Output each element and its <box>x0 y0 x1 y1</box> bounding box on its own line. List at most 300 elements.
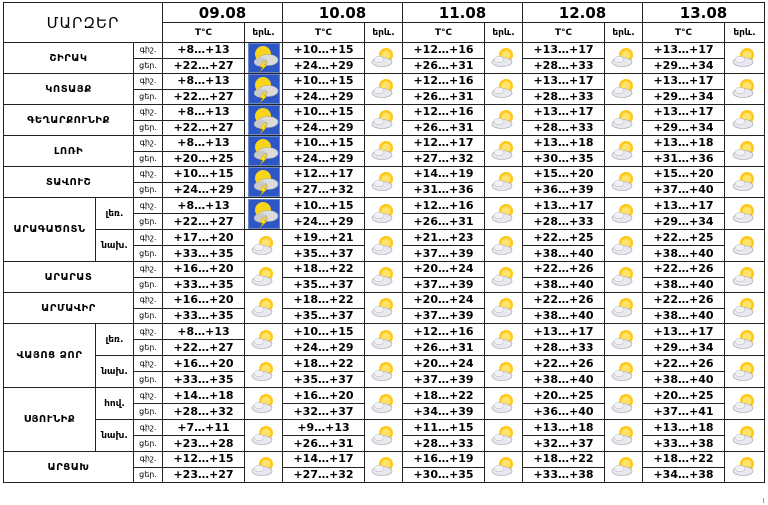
night-temperature: +22…+26 <box>643 293 725 309</box>
day-temperature: +37…+39 <box>403 277 485 293</box>
sun-cloud-icon <box>731 139 759 163</box>
weather-icon-cell <box>485 105 523 136</box>
weather-icon-cell <box>605 230 643 262</box>
regions-header: ՄԱՐԶԵՐ <box>4 3 163 43</box>
day-temperature: +24…+29 <box>283 151 365 167</box>
sun-cloud-icon <box>250 360 278 384</box>
night-temperature: +16…+19 <box>403 452 485 468</box>
sun-cloud-icon <box>370 296 398 320</box>
weather-icon-cell <box>365 198 403 230</box>
header-dates-row <box>4 3 765 23</box>
weather-icon-cell <box>725 388 765 420</box>
sun-cloud-icon <box>731 328 759 352</box>
weather-icon-cell <box>605 420 643 452</box>
forecast-row-day <box>4 105 765 121</box>
day-temperature: +35…+37 <box>283 308 365 324</box>
day-temperature: +26…+31 <box>403 89 485 105</box>
day-temperature: +28…+33 <box>403 436 485 452</box>
weather-icon-cell <box>365 230 403 262</box>
day-temperature: +22…+27 <box>163 340 245 356</box>
night-temperature: +19…+21 <box>283 230 365 246</box>
weather-icon-cell <box>365 74 403 105</box>
day-temperature: +24…+29 <box>283 340 365 356</box>
sun-cloud-icon <box>370 265 398 289</box>
weather-header: երև. <box>605 23 643 43</box>
forecast-table <box>3 2 765 483</box>
weather-icon-cell <box>725 74 765 105</box>
weather-header: երև. <box>245 23 283 43</box>
sun-cloud-icon <box>731 108 759 132</box>
day-temperature: +24…+29 <box>283 58 365 74</box>
night-temperature: +13…+17 <box>643 105 725 121</box>
sun-cloud-icon <box>370 139 398 163</box>
sun-cloud-storm-icon <box>248 105 280 135</box>
weather-header: երև. <box>485 23 523 43</box>
sun-cloud-icon <box>490 46 518 70</box>
night-temperature: +8…+13 <box>163 324 245 340</box>
subregion-label: լեռ. <box>96 198 134 230</box>
night-temperature: +14…+17 <box>283 452 365 468</box>
day-temperature: +28…+33 <box>523 58 605 74</box>
weather-icon-cell <box>365 43 403 74</box>
day-temperature: +37…+39 <box>403 308 485 324</box>
sun-cloud-icon <box>250 296 278 320</box>
sun-cloud-storm-icon <box>248 136 280 166</box>
night-temperature: +18…+22 <box>283 262 365 278</box>
weather-icon-cell <box>605 293 643 324</box>
day-temperature: +37…+39 <box>403 246 485 262</box>
temperature-header: T°C <box>283 23 365 43</box>
sun-cloud-icon <box>490 328 518 352</box>
sun-cloud-icon <box>490 108 518 132</box>
sun-cloud-icon <box>610 139 638 163</box>
sun-cloud-icon <box>250 328 278 352</box>
day-temperature: +35…+37 <box>283 246 365 262</box>
subregion-label: նախ. <box>96 356 134 388</box>
weather-icon-cell <box>485 452 523 483</box>
period-night-label: գիշ. <box>134 230 163 246</box>
period-night-label: գիշ. <box>134 105 163 121</box>
day-temperature: +31…+36 <box>403 182 485 198</box>
day-temperature: +37…+40 <box>643 182 725 198</box>
weather-icon-cell <box>485 262 523 293</box>
weather-icon-cell <box>605 43 643 74</box>
night-temperature: +13…+17 <box>523 105 605 121</box>
weather-icon-cell <box>725 230 765 262</box>
night-temperature: +18…+22 <box>643 452 725 468</box>
day-temperature: +28…+32 <box>163 404 245 420</box>
region-name: ՍՅՈՒՆԻՔ <box>4 388 96 452</box>
region-name: ՏԱՎՈՒՇ <box>4 167 134 198</box>
weather-icon-cell <box>245 356 283 388</box>
weather-icon-cell <box>245 136 283 167</box>
sun-cloud-storm-icon <box>248 43 280 73</box>
sun-cloud-icon <box>610 77 638 101</box>
night-temperature: +16…+20 <box>163 356 245 372</box>
sun-cloud-icon <box>610 392 638 416</box>
period-day-label: ցեր. <box>134 89 163 105</box>
temperature-header: T°C <box>163 23 245 43</box>
night-temperature: +12…+17 <box>283 167 365 183</box>
day-temperature: +38…+40 <box>523 308 605 324</box>
weather-icon-cell <box>605 105 643 136</box>
day-temperature: +33…+35 <box>163 277 245 293</box>
weather-icon-cell <box>725 324 765 356</box>
weather-icon-cell <box>725 420 765 452</box>
sun-cloud-icon <box>490 170 518 194</box>
night-temperature: +22…+26 <box>523 262 605 278</box>
night-temperature: +9…+13 <box>283 420 365 436</box>
day-temperature: +20…+25 <box>163 151 245 167</box>
day-temperature: +24…+29 <box>163 182 245 198</box>
sun-cloud-icon <box>610 234 638 258</box>
night-temperature: +13…+17 <box>643 43 725 59</box>
night-temperature: +20…+24 <box>403 262 485 278</box>
weather-icon-cell <box>725 167 765 198</box>
period-night-label: գիշ. <box>134 136 163 152</box>
subregion-label: հով. <box>96 388 134 420</box>
day-temperature: +29…+34 <box>643 58 725 74</box>
night-temperature: +8…+13 <box>163 136 245 152</box>
day-temperature: +34…+38 <box>643 467 725 483</box>
day-temperature: +29…+34 <box>643 340 725 356</box>
sun-cloud-icon <box>731 455 759 479</box>
night-temperature: +20…+24 <box>403 356 485 372</box>
period-day-label: ցեր. <box>134 151 163 167</box>
day-temperature: +38…+40 <box>643 277 725 293</box>
region-name: ԱՐԱԳԱԾՈՏՆ <box>4 198 96 262</box>
weather-icon-cell <box>485 136 523 167</box>
sun-cloud-storm-icon <box>248 167 280 197</box>
sun-cloud-icon <box>370 170 398 194</box>
period-day-label: ցեր. <box>134 467 163 483</box>
weather-icon-cell <box>605 324 643 356</box>
sun-cloud-icon <box>490 234 518 258</box>
night-temperature: +20…+25 <box>523 388 605 404</box>
day-temperature: +36…+39 <box>523 182 605 198</box>
sun-cloud-icon <box>610 328 638 352</box>
day-temperature: +32…+37 <box>283 404 365 420</box>
night-temperature: +13…+18 <box>523 136 605 152</box>
period-day-label: ցեր. <box>134 436 163 452</box>
night-temperature: +13…+17 <box>523 198 605 214</box>
weather-icon-cell <box>365 262 403 293</box>
weather-icon-cell <box>485 324 523 356</box>
sun-cloud-storm-icon <box>248 74 280 104</box>
weather-icon-cell <box>245 105 283 136</box>
day-temperature: +26…+31 <box>403 120 485 136</box>
day-temperature: +26…+31 <box>403 58 485 74</box>
weather-icon-cell <box>485 388 523 420</box>
period-day-label: ցեր. <box>134 120 163 136</box>
sun-cloud-icon <box>731 46 759 70</box>
weather-header: երև. <box>365 23 403 43</box>
sun-cloud-icon <box>490 360 518 384</box>
weather-icon-cell <box>245 43 283 74</box>
period-night-label: գիշ. <box>134 452 163 468</box>
day-temperature: +26…+31 <box>283 436 365 452</box>
day-temperature: +24…+29 <box>283 89 365 105</box>
night-temperature: +14…+19 <box>403 167 485 183</box>
forecast-row-day <box>4 262 765 278</box>
date-header: 10.08 <box>283 3 403 23</box>
page-corner-mark <box>763 498 767 503</box>
forecast-row-day <box>4 198 765 214</box>
weather-icon-cell <box>365 136 403 167</box>
night-temperature: +13…+18 <box>643 420 725 436</box>
sun-cloud-icon <box>610 265 638 289</box>
day-temperature: +28…+33 <box>523 340 605 356</box>
weather-icon-cell <box>245 74 283 105</box>
weather-icon-cell <box>245 198 283 230</box>
period-day-label: ցեր. <box>134 58 163 74</box>
day-temperature: +29…+34 <box>643 89 725 105</box>
day-temperature: +33…+35 <box>163 246 245 262</box>
weather-icon-cell <box>245 262 283 293</box>
day-temperature: +33…+35 <box>163 372 245 388</box>
day-temperature: +27…+32 <box>283 182 365 198</box>
night-temperature: +18…+22 <box>283 293 365 309</box>
sun-cloud-icon <box>490 139 518 163</box>
day-temperature: +28…+33 <box>523 214 605 230</box>
night-temperature: +10…+15 <box>283 74 365 90</box>
day-temperature: +32…+37 <box>523 436 605 452</box>
day-temperature: +28…+33 <box>523 89 605 105</box>
night-temperature: +11…+15 <box>403 420 485 436</box>
night-temperature: +12…+16 <box>403 198 485 214</box>
weather-icon-cell <box>725 293 765 324</box>
period-night-label: գիշ. <box>134 388 163 404</box>
sun-cloud-icon <box>490 77 518 101</box>
night-temperature: +8…+13 <box>163 43 245 59</box>
day-temperature: +26…+31 <box>403 340 485 356</box>
sun-cloud-icon <box>731 202 759 226</box>
sun-cloud-icon <box>731 170 759 194</box>
date-header: 11.08 <box>403 3 523 23</box>
weather-icon-cell <box>365 420 403 452</box>
night-temperature: +21…+23 <box>403 230 485 246</box>
day-temperature: +38…+40 <box>523 246 605 262</box>
night-temperature: +14…+18 <box>163 388 245 404</box>
weather-icon-cell <box>485 293 523 324</box>
day-temperature: +27…+32 <box>403 151 485 167</box>
night-temperature: +22…+26 <box>523 356 605 372</box>
day-temperature: +38…+40 <box>523 372 605 388</box>
night-temperature: +7…+11 <box>163 420 245 436</box>
night-temperature: +17…+20 <box>163 230 245 246</box>
weather-icon-cell <box>365 105 403 136</box>
period-day-label: ցեր. <box>134 404 163 420</box>
day-temperature: +33…+38 <box>523 467 605 483</box>
period-night-label: գիշ. <box>134 324 163 340</box>
day-temperature: +30…+35 <box>523 151 605 167</box>
night-temperature: +22…+25 <box>523 230 605 246</box>
weather-icon-cell <box>725 262 765 293</box>
period-night-label: գիշ. <box>134 420 163 436</box>
forecast-row-day <box>4 420 765 436</box>
region-name: ԼՈՌԻ <box>4 136 134 167</box>
night-temperature: +10…+15 <box>283 324 365 340</box>
day-temperature: +22…+27 <box>163 58 245 74</box>
day-temperature: +29…+34 <box>643 120 725 136</box>
date-header: 09.08 <box>163 3 283 23</box>
sun-cloud-icon <box>610 424 638 448</box>
forecast-body <box>4 43 765 483</box>
night-temperature: +13…+17 <box>643 74 725 90</box>
temperature-header: T°C <box>403 23 485 43</box>
subregion-label: նախ. <box>96 230 134 262</box>
weather-icon-cell <box>365 324 403 356</box>
weather-icon-cell <box>245 167 283 198</box>
period-day-label: ցեր. <box>134 214 163 230</box>
weather-icon-cell <box>725 43 765 74</box>
date-header: 13.08 <box>643 3 765 23</box>
forecast-row-day <box>4 388 765 404</box>
night-temperature: +13…+18 <box>523 420 605 436</box>
night-temperature: +12…+15 <box>163 452 245 468</box>
region-name: ԱՐՑԱԽ <box>4 452 134 483</box>
day-temperature: +24…+29 <box>283 214 365 230</box>
region-name: ԳԵՂԱՐՔՈՒՆԻՔ <box>4 105 134 136</box>
weather-icon-cell <box>605 452 643 483</box>
night-temperature: +22…+26 <box>523 293 605 309</box>
subregion-label: նախ. <box>96 420 134 452</box>
weather-icon-cell <box>485 230 523 262</box>
period-night-label: գիշ. <box>134 198 163 214</box>
night-temperature: +12…+16 <box>403 74 485 90</box>
day-temperature: +30…+35 <box>403 467 485 483</box>
day-temperature: +33…+35 <box>163 308 245 324</box>
night-temperature: +13…+17 <box>523 74 605 90</box>
night-temperature: +16…+20 <box>163 293 245 309</box>
date-header: 12.08 <box>523 3 643 23</box>
day-temperature: +22…+27 <box>163 120 245 136</box>
weather-icon-cell <box>365 356 403 388</box>
weather-icon-cell <box>725 356 765 388</box>
period-night-label: գիշ. <box>134 74 163 90</box>
day-temperature: +38…+40 <box>643 308 725 324</box>
night-temperature: +8…+13 <box>163 74 245 90</box>
sun-cloud-icon <box>370 328 398 352</box>
night-temperature: +22…+26 <box>643 262 725 278</box>
weather-icon-cell <box>485 198 523 230</box>
day-temperature: +38…+40 <box>523 277 605 293</box>
night-temperature: +10…+15 <box>283 198 365 214</box>
night-temperature: +12…+16 <box>403 43 485 59</box>
weather-icon-cell <box>605 388 643 420</box>
weather-icon-cell <box>365 388 403 420</box>
weather-icon-cell <box>245 324 283 356</box>
period-day-label: ցեր. <box>134 277 163 293</box>
sun-cloud-icon <box>610 46 638 70</box>
weather-icon-cell <box>485 356 523 388</box>
sun-cloud-storm-icon <box>248 199 280 229</box>
region-name: ԱՐԱՐԱՏ <box>4 262 134 293</box>
weather-icon-cell <box>365 293 403 324</box>
night-temperature: +12…+16 <box>403 105 485 121</box>
sun-cloud-icon <box>731 265 759 289</box>
sun-cloud-icon <box>731 424 759 448</box>
night-temperature: +20…+24 <box>403 293 485 309</box>
region-name: ՎԱՅՈՑ ՁՈՐ <box>4 324 96 388</box>
sun-cloud-icon <box>490 202 518 226</box>
night-temperature: +22…+26 <box>643 356 725 372</box>
night-temperature: +16…+20 <box>283 388 365 404</box>
period-night-label: գիշ. <box>134 167 163 183</box>
period-day-label: ցեր. <box>134 372 163 388</box>
forecast-row-day <box>4 230 765 246</box>
temperature-header: T°C <box>643 23 725 43</box>
day-temperature: +22…+27 <box>163 89 245 105</box>
forecast-row-day <box>4 293 765 309</box>
day-temperature: +36…+40 <box>523 404 605 420</box>
region-name: ԿՈՏԱՅՔ <box>4 74 134 105</box>
sun-cloud-icon <box>610 296 638 320</box>
night-temperature: +20…+25 <box>643 388 725 404</box>
sun-cloud-icon <box>610 455 638 479</box>
sun-cloud-icon <box>370 424 398 448</box>
day-temperature: +35…+37 <box>283 372 365 388</box>
period-night-label: գիշ. <box>134 356 163 372</box>
weather-icon-cell <box>725 452 765 483</box>
sun-cloud-icon <box>610 170 638 194</box>
weather-icon-cell <box>725 198 765 230</box>
night-temperature: +10…+15 <box>163 167 245 183</box>
weather-icon-cell <box>605 262 643 293</box>
weather-icon-cell <box>605 136 643 167</box>
day-temperature: +34…+39 <box>403 404 485 420</box>
period-day-label: ցեր. <box>134 308 163 324</box>
sun-cloud-icon <box>731 296 759 320</box>
forecast-row-day <box>4 43 765 59</box>
night-temperature: +13…+17 <box>523 324 605 340</box>
period-night-label: գիշ. <box>134 262 163 278</box>
sun-cloud-icon <box>370 46 398 70</box>
sun-cloud-icon <box>250 424 278 448</box>
region-name: ԱՐՄԱՎԻՐ <box>4 293 134 324</box>
day-temperature: +37…+39 <box>403 372 485 388</box>
day-temperature: +37…+41 <box>643 404 725 420</box>
weather-icon-cell <box>605 167 643 198</box>
night-temperature: +18…+22 <box>403 388 485 404</box>
sun-cloud-icon <box>490 265 518 289</box>
sun-cloud-icon <box>731 392 759 416</box>
sun-cloud-icon <box>250 265 278 289</box>
forecast-row-day <box>4 74 765 90</box>
weather-icon-cell <box>725 105 765 136</box>
period-day-label: ցեր. <box>134 340 163 356</box>
day-temperature: +24…+29 <box>283 120 365 136</box>
weather-icon-cell <box>245 452 283 483</box>
period-day-label: ցեր. <box>134 182 163 198</box>
temperature-header: T°C <box>523 23 605 43</box>
sun-cloud-icon <box>370 77 398 101</box>
period-night-label: գիշ. <box>134 43 163 59</box>
day-temperature: +38…+40 <box>643 246 725 262</box>
weather-icon-cell <box>605 198 643 230</box>
day-temperature: +29…+34 <box>643 214 725 230</box>
night-temperature: +13…+17 <box>643 324 725 340</box>
region-name: ՇԻՐԱԿ <box>4 43 134 74</box>
day-temperature: +33…+38 <box>643 436 725 452</box>
night-temperature: +18…+22 <box>283 356 365 372</box>
day-temperature: +35…+37 <box>283 277 365 293</box>
weather-icon-cell <box>485 43 523 74</box>
night-temperature: +12…+16 <box>403 324 485 340</box>
weather-icon-cell <box>605 74 643 105</box>
sun-cloud-icon <box>731 77 759 101</box>
sun-cloud-icon <box>731 234 759 258</box>
